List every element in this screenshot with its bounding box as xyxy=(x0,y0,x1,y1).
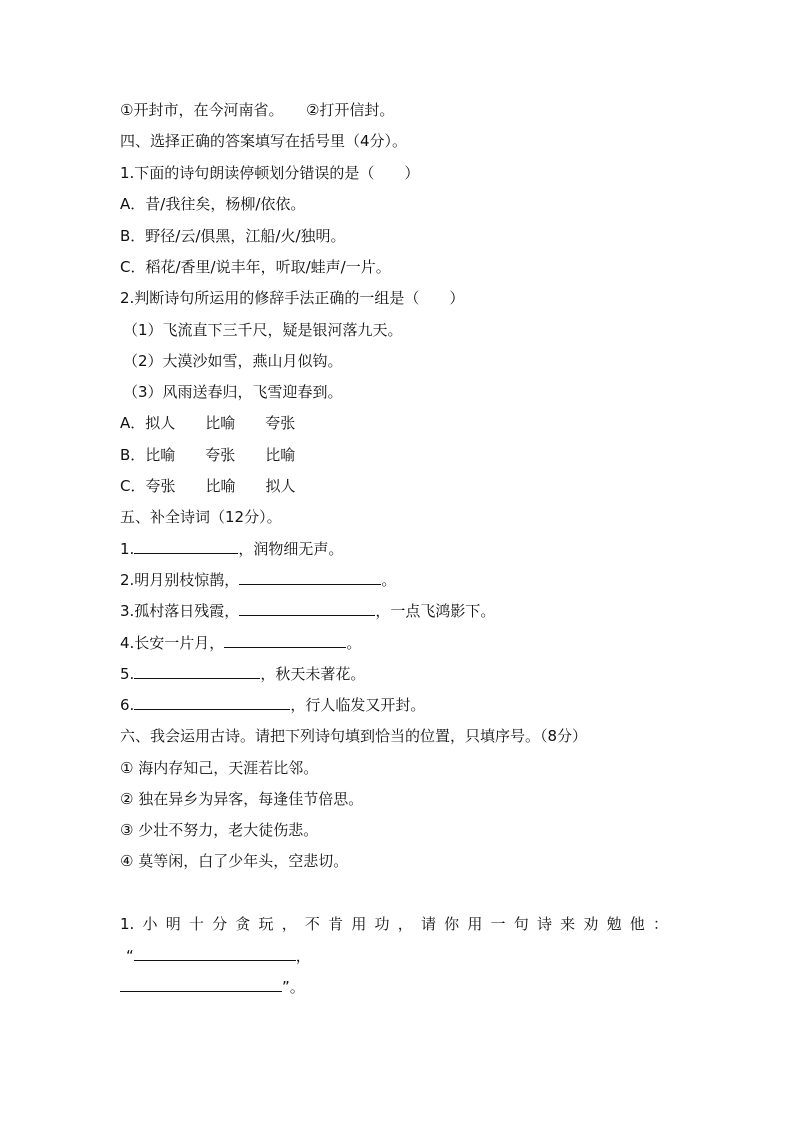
usage-answer-line-1 xyxy=(126,946,311,966)
usage-char: 劝 xyxy=(583,915,599,933)
poem-fill-5 xyxy=(120,664,365,684)
usage-char: 来 xyxy=(560,915,576,933)
usage-char: 十 xyxy=(188,915,204,933)
poem-fill-3 xyxy=(120,601,495,621)
question-2-item-3: （3）风雨送春归，飞雪迎春到。 xyxy=(123,383,343,401)
usage-answer-line-2 xyxy=(120,977,305,997)
poem-fill-6-suffix: ，行人临发又开封。 xyxy=(290,696,426,714)
poem-fill-2-blank[interactable] xyxy=(239,570,381,585)
question-1-option-c: C．稻花/香里/说丰年，听取/蛙声/一片。 xyxy=(120,258,391,276)
question-1-option-b: B．野径/云/俱黑，江船/火/独明。 xyxy=(120,227,346,245)
open-quote: “ xyxy=(126,947,134,965)
usage-char: 用 xyxy=(351,915,367,933)
usage-char: 分 xyxy=(212,915,228,933)
poem-fill-6 xyxy=(120,695,425,715)
question-2-item-1: （1）飞流直下三千尺，疑是银河落九天。 xyxy=(123,321,403,339)
poem-option-2: ② 独在异乡为异客，每逢佳节倍思。 xyxy=(120,790,364,808)
poem-option-1: ① 海内存知己，天涯若比邻。 xyxy=(120,759,319,777)
poem-fill-1 xyxy=(120,539,343,559)
usage-char: 你 xyxy=(444,915,460,933)
usage-char: 肯 xyxy=(328,915,344,933)
poem-fill-5-prefix: 5. xyxy=(120,665,135,683)
usage-char: ： xyxy=(652,915,668,933)
question-2-option-c: C．夸张 比喻 拟人 xyxy=(120,477,296,495)
close-quote: ”。 xyxy=(282,978,305,996)
poem-fill-5-blank[interactable] xyxy=(134,664,260,679)
poem-fill-3-blank[interactable] xyxy=(239,601,375,616)
usage-answer-blank-1[interactable] xyxy=(134,946,296,961)
usage-char: 一 xyxy=(490,915,506,933)
question-2-option-a: A．拟人 比喻 夸张 xyxy=(120,414,296,432)
poem-fill-4-blank[interactable] xyxy=(224,633,346,648)
poem-fill-6-blank[interactable] xyxy=(134,695,290,710)
section-four-title: 四、选择正确的答案填写在括号里（4分）。 xyxy=(120,132,408,150)
section-six-title: 六、我会运用古诗。请把下列诗句填到恰当的位置，只填序号。（8分） xyxy=(120,727,588,745)
poem-fill-1-blank[interactable] xyxy=(134,539,238,554)
poem-option-4: ④ 莫等闲，白了少年头，空悲切。 xyxy=(120,852,349,870)
poem-fill-1-prefix: 1. xyxy=(120,540,135,558)
poem-fill-2-suffix: 。 xyxy=(381,571,397,589)
usage-char: 用 xyxy=(467,915,483,933)
usage-char: 不 xyxy=(304,915,320,933)
poem-fill-3-suffix: ，一点飞鸿影下。 xyxy=(375,602,496,620)
poem-fill-1-suffix: ，润物细无声。 xyxy=(238,540,344,558)
poem-fill-4-suffix: 。 xyxy=(346,634,362,652)
poem-fill-3-prefix: 3.孤村落日残霞， xyxy=(120,602,240,620)
usage-char: ， xyxy=(397,915,413,933)
usage-char: 明 xyxy=(165,915,181,933)
poem-fill-5-suffix: ，秋天未著花。 xyxy=(260,665,366,683)
section-five-title: 五、补全诗词（12分）。 xyxy=(120,508,282,526)
usage-answer-blank-2[interactable] xyxy=(120,977,282,992)
question-2-option-b: B．比喻 夸张 比喻 xyxy=(120,446,296,464)
usage-char: ， xyxy=(281,915,297,933)
poem-fill-4 xyxy=(120,633,361,653)
usage-char: 他 xyxy=(629,915,645,933)
note-line: ①开封市，在今河南省。 ②打开信封。 xyxy=(120,101,395,119)
question-1: 1.下面的诗句朗读停顿划分错误的是（ ） xyxy=(120,164,420,182)
usage-char: 请 xyxy=(420,915,436,933)
poem-option-3: ③ 少壮不努力，老大徒伤悲。 xyxy=(120,821,319,839)
usage-char: 贪 xyxy=(235,915,251,933)
usage-char: 玩 xyxy=(258,915,274,933)
poem-fill-2 xyxy=(120,570,396,590)
question-1-option-a: A．昔/我往矣，杨柳/依依。 xyxy=(120,195,306,213)
poem-fill-6-prefix: 6. xyxy=(120,696,135,714)
question-2: 2.判断诗句所运用的修辞手法正确的一组是（ ） xyxy=(120,289,465,307)
question-2-item-2: （2）大漠沙如雪，燕山月似钩。 xyxy=(123,352,343,370)
usage-char: 诗 xyxy=(536,915,552,933)
poem-fill-4-prefix: 4.长安一片月， xyxy=(120,634,225,652)
usage-char: 勉 xyxy=(606,915,622,933)
usage-char: 1. xyxy=(120,915,135,933)
usage-char: 功 xyxy=(374,915,390,933)
usage-char: 小 xyxy=(142,915,158,933)
usage-question-1 xyxy=(120,914,668,934)
usage-char: 句 xyxy=(513,915,529,933)
mid-comma: ， xyxy=(295,947,311,965)
poem-fill-2-prefix: 2.明月别枝惊鹊， xyxy=(120,571,240,589)
